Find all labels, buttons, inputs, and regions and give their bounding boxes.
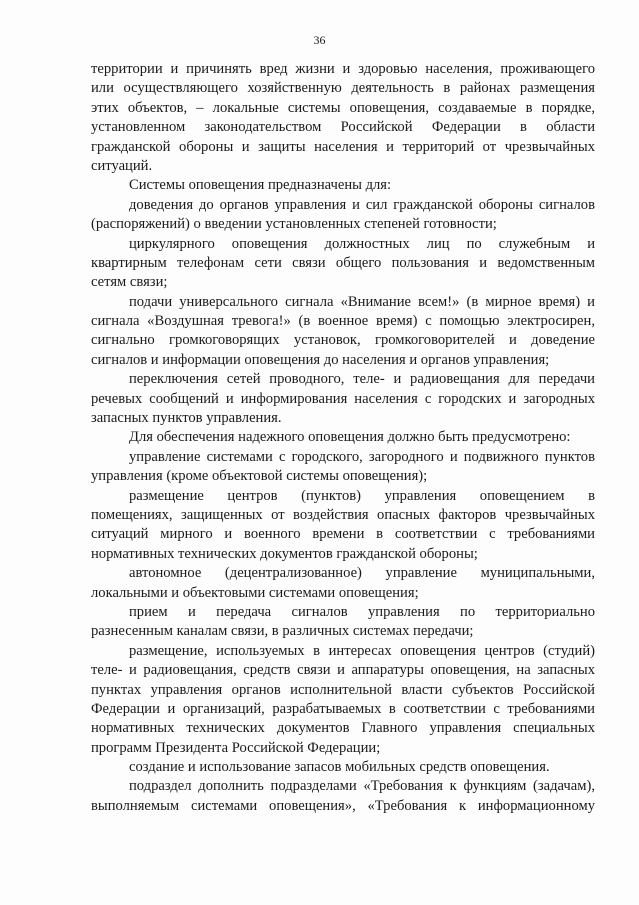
text-line: выполняемым системами оповещения», «Требования к информационному (91, 797, 595, 814)
text-line: создание и использование запасов мобильных средств оповещения. (129, 759, 550, 776)
text-line: прием и передача сигналов управления по территориально (129, 603, 595, 620)
text-line: Федерации и организаций, разрабатываемых в соответствии с требованиями (91, 700, 595, 717)
text-line: подачи универсального сигнала «Внимание всем!» (в мирное время) и (129, 293, 595, 310)
text-line: или осуществляющего хозяйственную деятельность в районах размещения (91, 80, 595, 97)
text-line: сигналов и информации оповещения до населения и органов управления; (91, 351, 550, 368)
text-line: гражданской обороны и защиты населения и территорий от чрезвычайных (91, 138, 595, 155)
text-line: этих объектов, – локальные системы оповещения, создаваемые в порядке, (91, 99, 595, 116)
text-line: подраздел дополнить подразделами «Требования к функциям (задачам), (129, 778, 595, 795)
text-line: автономное (децентрализованное) управление муниципальными, (129, 565, 595, 582)
document-body (91, 60, 595, 816)
text-line: помещениях, защищенных от воздействия опасных факторов чрезвычайных (91, 506, 595, 523)
page-number: 36 (313, 33, 326, 47)
text-line: циркулярного оповещения должностных лиц по служебным и (129, 235, 595, 252)
text-line: сигнально громкоговорящих установок, громкоговорителей и доведение (91, 332, 595, 349)
text-line: доведения до органов управления и сил гражданской обороны сигналов (129, 196, 595, 213)
text-line: пунктах управления органов исполнительной власти субъектов Российской (91, 681, 595, 698)
text-line: размещение, используемых в интересах оповещения центров (студий) (129, 642, 595, 659)
text-line: управление системами с городского, загородного и подвижного пунктов (129, 448, 595, 465)
text-line: нормативных технических документов гражданской обороны; (91, 545, 478, 562)
text-line: локальными и объектовыми системами оповещения; (91, 584, 419, 601)
text-line: территории и причинять вред жизни и здоровью населения, проживающего (91, 61, 595, 77)
text-line: запасных пунктов управления. (91, 410, 282, 427)
text-line: Системы оповещения предназначены для: (129, 177, 392, 194)
text-line: сигнала «Воздушная тревога!» (в военное время) с помощью электросирен, (91, 313, 595, 330)
text-line: программ Президента Российской Федерации; (91, 739, 381, 756)
text-line: речевых сообщений и информирования населения с городских и загородных (91, 390, 595, 407)
text-line: (распоряжений) о введении установленных степеней готовности; (91, 216, 497, 233)
text-line: управления (кроме объектовой системы оповещения); (91, 468, 428, 485)
text-line: квартирным телефонам сети связи общего пользования и ведомственным (91, 254, 595, 271)
text-line: Для обеспечения надежного оповещения должно быть предусмотрено: (129, 429, 571, 446)
text-line: размещение центров (пунктов) управления оповещением в (129, 487, 595, 504)
text-line: сетям связи; (91, 274, 168, 291)
text-line: установленном законодательством Российской Федерации в области (91, 119, 595, 136)
text-line: ситуаций мирного и военного времени в соответствии с требованиями (91, 526, 595, 543)
text-line: разнесенным каналам связи, в различных системах передачи; (91, 623, 474, 640)
text-line: ситуаций. (91, 157, 153, 174)
text-line: переключения сетей проводного, теле- и радиовещания для передачи (129, 371, 595, 388)
text-line: теле- и радиовещания, средств связи и аппаратуры оповещения, на запасных (91, 662, 595, 679)
text-line: нормативных технических документов Главного управления специальных (91, 720, 595, 737)
